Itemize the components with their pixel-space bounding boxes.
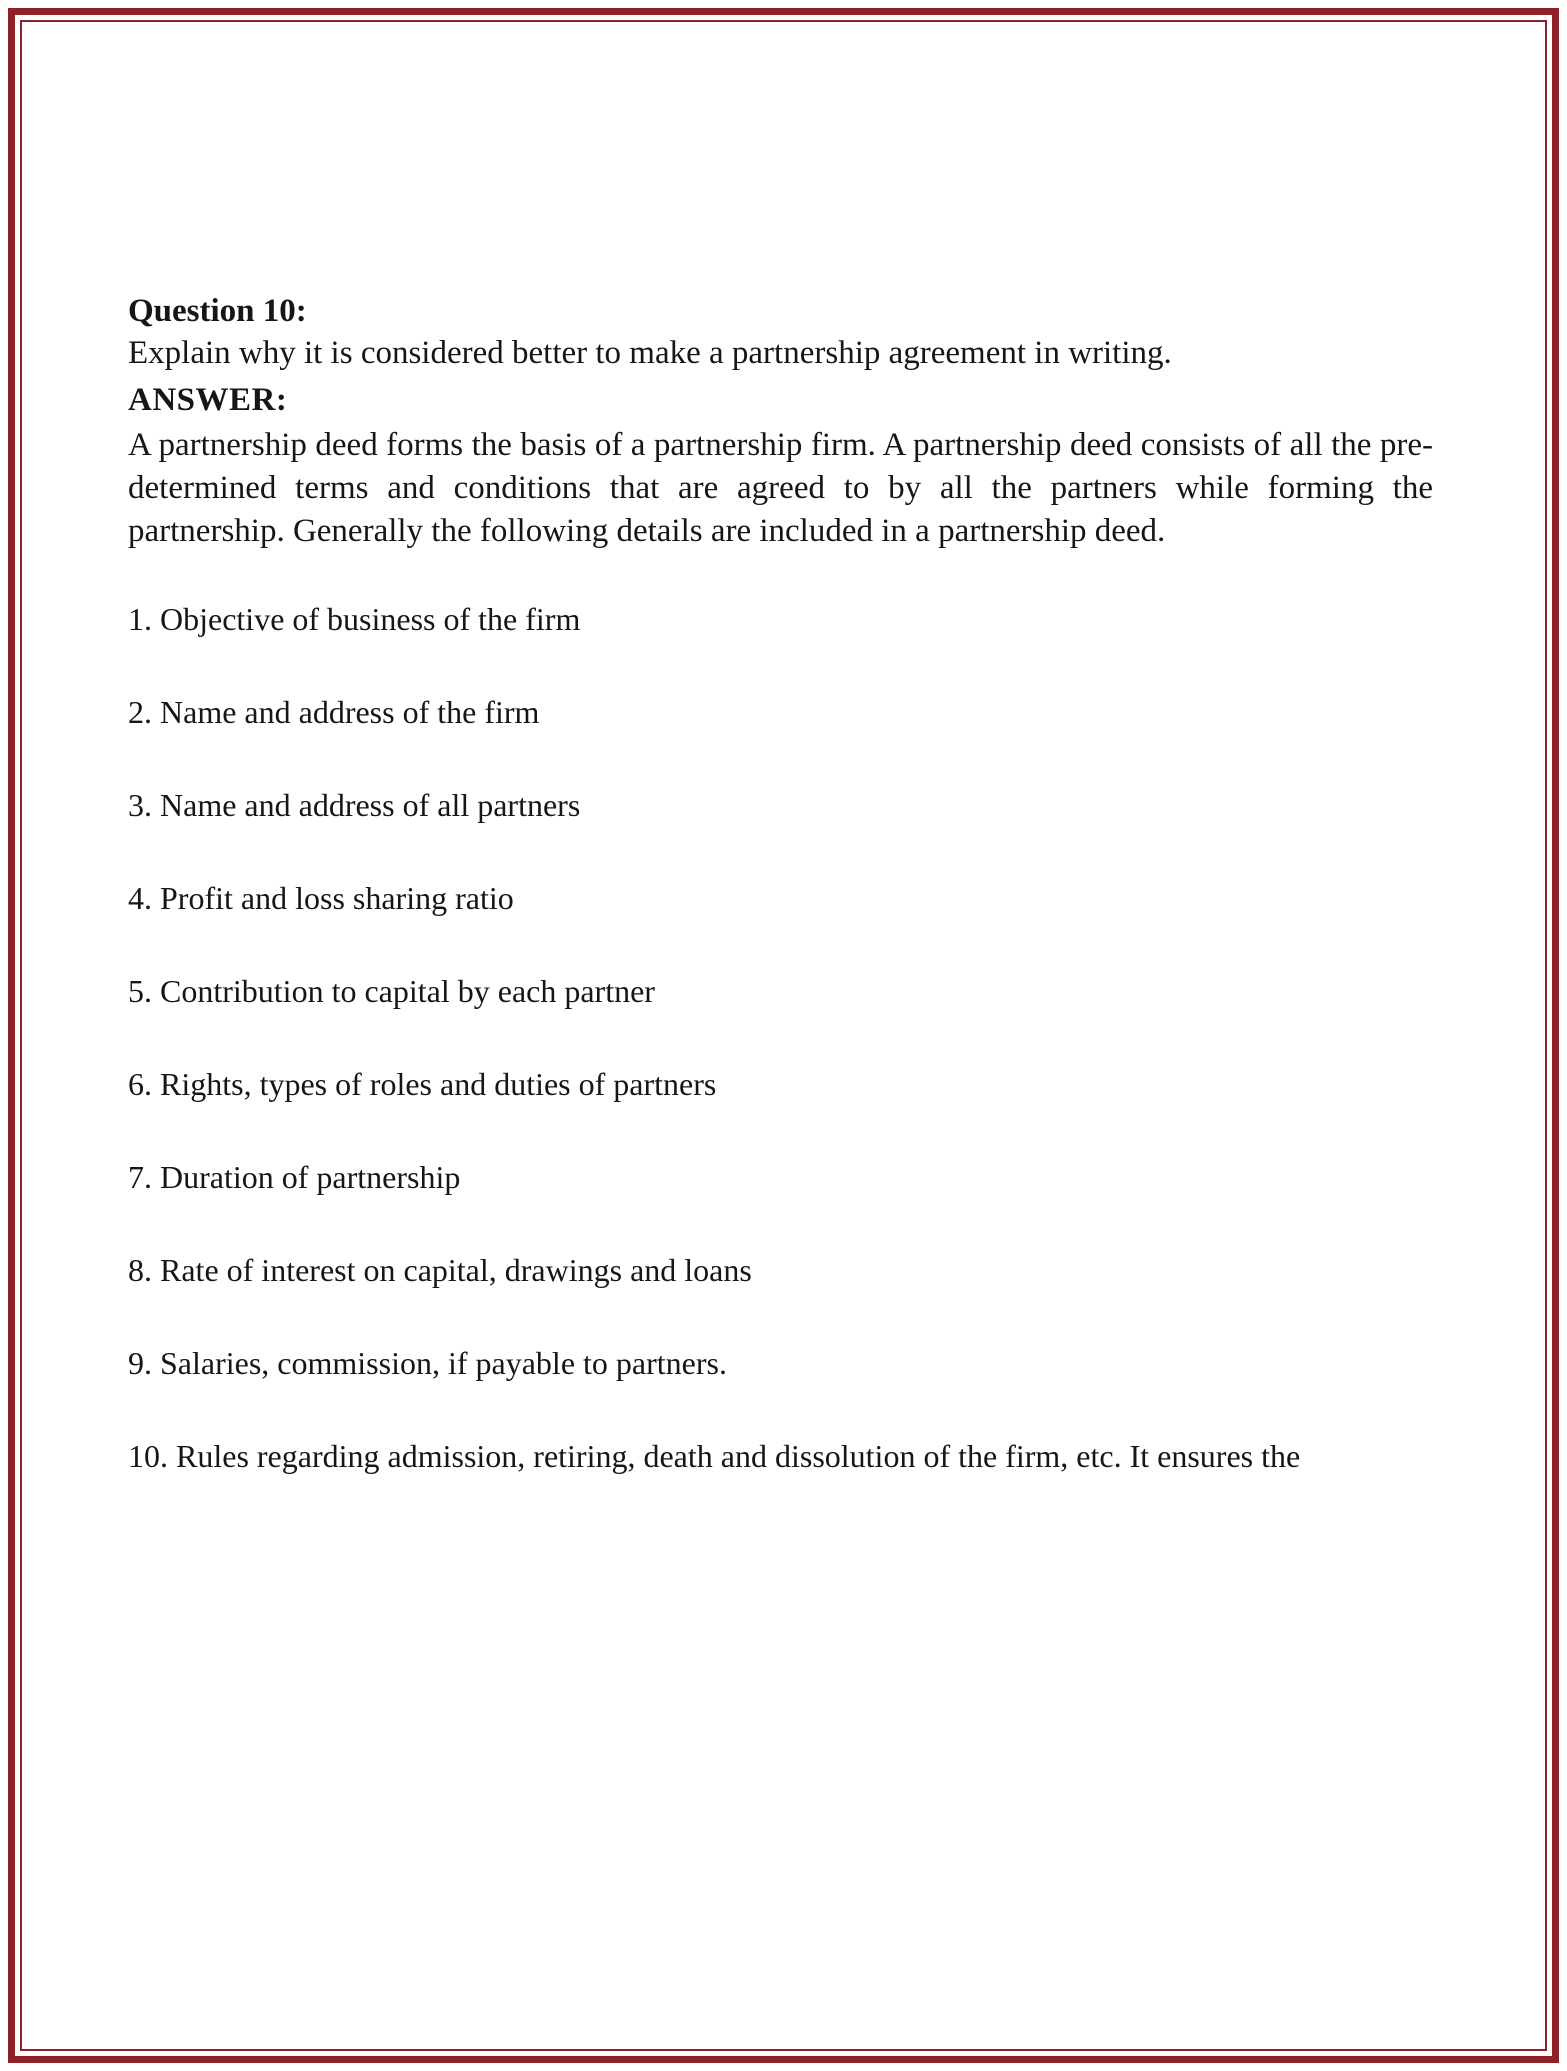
list-item: 7. Duration of partnership xyxy=(128,1158,461,1195)
question-heading: Question 10: xyxy=(128,293,307,329)
list-item: 4. Profit and loss sharing ratio xyxy=(128,879,514,916)
question-text: Explain why it is considered better to make a partnership agreement in writing. xyxy=(128,335,1172,372)
list-item: 1. Objective of business of the firm xyxy=(128,600,581,637)
list-item: 5. Contribution to capital by each partner xyxy=(128,972,655,1009)
list-item: 8. Rate of interest on capital, drawings and loans xyxy=(128,1251,752,1288)
answer-label: ANSWER: xyxy=(128,382,288,419)
list-item: 10. Rules regarding admission, retiring, death and dissolution of the firm, etc. It ensures the xyxy=(128,1437,1301,1474)
deed-details-list xyxy=(128,599,1433,1476)
answer-paragraph: A partnership deed forms the basis of a partnership firm. A partnership deed consists of all the pre-determined terms and conditions that are agreed to by all the partners while forming the partnership. Generally the following details are included in a partnership deed. xyxy=(128,427,1433,549)
document-content xyxy=(128,290,1433,1476)
list-item: 9. Salaries, commission, if payable to partners. xyxy=(128,1344,727,1381)
list-item: 6. Rights, types of roles and duties of partners xyxy=(128,1065,717,1102)
list-item: 2. Name and address of the firm xyxy=(128,693,540,730)
list-item: 3. Name and address of all partners xyxy=(128,786,581,823)
